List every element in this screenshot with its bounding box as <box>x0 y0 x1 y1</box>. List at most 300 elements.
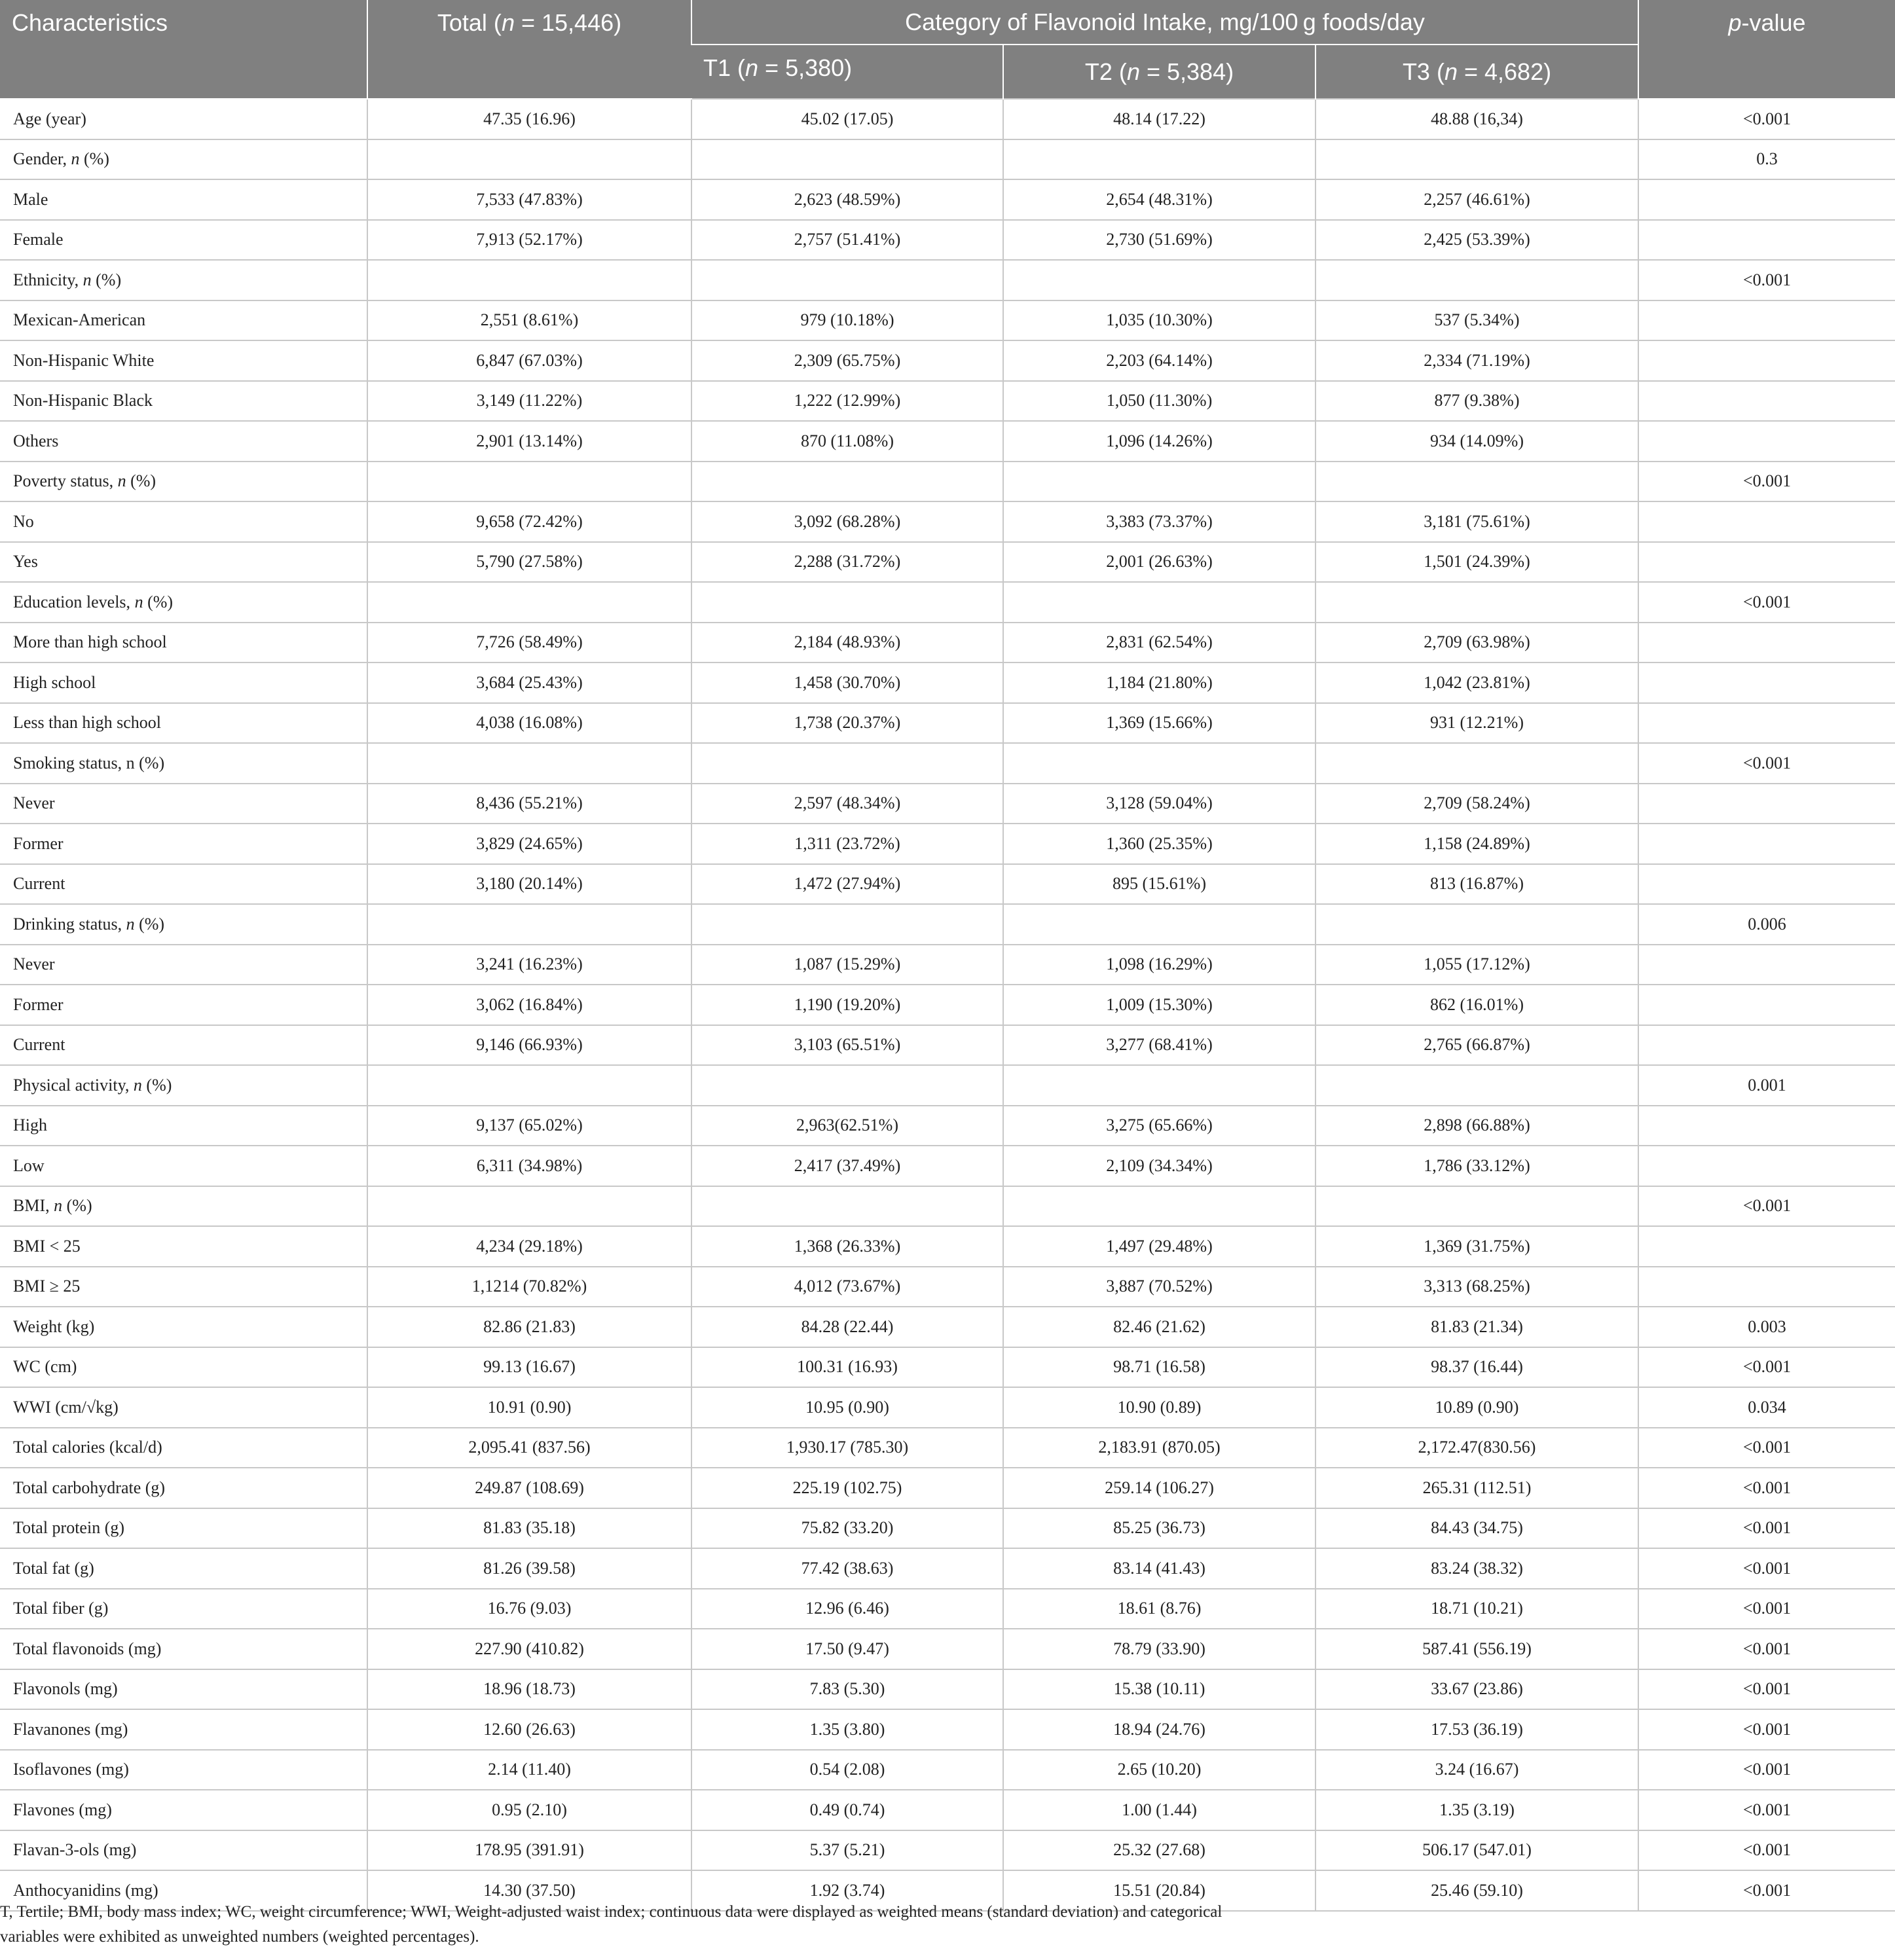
cell-t1: 0.54 (2.08) <box>691 1750 1003 1790</box>
cell-pvalue: <0.001 <box>1638 462 1895 502</box>
cell-t1: 7.83 (5.30) <box>691 1669 1003 1710</box>
cell-t2 <box>1003 1065 1315 1106</box>
row-label: Female <box>0 220 367 261</box>
cell-t2 <box>1003 582 1315 623</box>
row-label: Drinking status, n (%) <box>0 904 367 945</box>
cell-pvalue: <0.001 <box>1638 1790 1895 1830</box>
row-label: Yes <box>0 542 367 583</box>
row-label: Former <box>0 985 367 1025</box>
cell-pvalue <box>1638 662 1895 703</box>
table-row <box>0 1267 1895 1307</box>
cell-total: 18.96 (18.73) <box>367 1669 691 1710</box>
table-header <box>0 0 1895 99</box>
cell-t1 <box>691 904 1003 945</box>
cell-total: 9,146 (66.93%) <box>367 1025 691 1066</box>
cell-t2: 1,050 (11.30%) <box>1003 381 1315 422</box>
row-label: Total fat (g) <box>0 1548 367 1589</box>
table-row <box>0 1347 1895 1388</box>
cell-t1 <box>691 462 1003 502</box>
cell-t1: 1,087 (15.29%) <box>691 945 1003 985</box>
table-row <box>0 260 1895 300</box>
cell-t2: 2.65 (10.20) <box>1003 1750 1315 1790</box>
cell-total: 47.35 (16.96) <box>367 99 691 139</box>
cell-pvalue: <0.001 <box>1638 1347 1895 1388</box>
cell-total: 16.76 (9.03) <box>367 1589 691 1629</box>
table-row <box>0 904 1895 945</box>
cell-pvalue: <0.001 <box>1638 1669 1895 1710</box>
cell-pvalue: 0.034 <box>1638 1387 1895 1428</box>
cell-pvalue <box>1638 703 1895 744</box>
cell-pvalue <box>1638 179 1895 220</box>
cell-pvalue <box>1638 300 1895 341</box>
cell-t3: 2,334 (71.19%) <box>1315 340 1638 381</box>
cell-t2: 1,497 (29.48%) <box>1003 1226 1315 1267</box>
table-row <box>0 1508 1895 1549</box>
cell-pvalue <box>1638 1025 1895 1066</box>
table-row <box>0 582 1895 623</box>
row-label: BMI ≥ 25 <box>0 1267 367 1307</box>
row-label: High <box>0 1106 367 1146</box>
cell-t1 <box>691 139 1003 180</box>
cell-total: 6,847 (67.03%) <box>367 340 691 381</box>
cell-t2 <box>1003 139 1315 180</box>
row-label: BMI < 25 <box>0 1226 367 1267</box>
header-characteristics: Characteristics <box>0 0 367 99</box>
table-row <box>0 300 1895 341</box>
cell-t3 <box>1315 1186 1638 1227</box>
table-row <box>0 1146 1895 1186</box>
cell-t3 <box>1315 1065 1638 1106</box>
cell-t3: 862 (16.01%) <box>1315 985 1638 1025</box>
row-label: Physical activity, n (%) <box>0 1065 367 1106</box>
cell-t2: 1,098 (16.29%) <box>1003 945 1315 985</box>
cell-total: 0.95 (2.10) <box>367 1790 691 1830</box>
cell-total <box>367 582 691 623</box>
cell-pvalue <box>1638 784 1895 824</box>
table-row <box>0 1065 1895 1106</box>
cell-t2: 1,096 (14.26%) <box>1003 421 1315 462</box>
cell-t2: 18.94 (24.76) <box>1003 1709 1315 1750</box>
table-row <box>0 381 1895 422</box>
cell-pvalue: 0.3 <box>1638 139 1895 180</box>
cell-total: 2.14 (11.40) <box>367 1750 691 1790</box>
cell-t3 <box>1315 904 1638 945</box>
cell-total: 10.91 (0.90) <box>367 1387 691 1428</box>
cell-t3: 2,709 (58.24%) <box>1315 784 1638 824</box>
cell-pvalue <box>1638 945 1895 985</box>
cell-t3: 48.88 (16,34) <box>1315 99 1638 139</box>
cell-t2: 82.46 (21.62) <box>1003 1307 1315 1347</box>
cell-t3 <box>1315 743 1638 784</box>
header-t3: T3 (n = 4,682) <box>1315 45 1638 99</box>
cell-total <box>367 743 691 784</box>
cell-pvalue: <0.001 <box>1638 1830 1895 1871</box>
row-label: High school <box>0 662 367 703</box>
header-row-1 <box>0 0 1895 45</box>
row-label: Weight (kg) <box>0 1307 367 1347</box>
row-label: Others <box>0 421 367 462</box>
cell-t1 <box>691 1065 1003 1106</box>
cell-pvalue: <0.001 <box>1638 1428 1895 1468</box>
cell-total: 14.30 (37.50) <box>367 1870 691 1911</box>
cell-t2: 1,184 (21.80%) <box>1003 662 1315 703</box>
cell-t3: 1,042 (23.81%) <box>1315 662 1638 703</box>
table-row <box>0 1669 1895 1710</box>
row-label: Anthocyanidins (mg) <box>0 1870 367 1911</box>
cell-t2: 2,203 (64.14%) <box>1003 340 1315 381</box>
row-label: Never <box>0 784 367 824</box>
cell-t3: 931 (12.21%) <box>1315 703 1638 744</box>
cell-t3: 81.83 (21.34) <box>1315 1307 1638 1347</box>
cell-total <box>367 1186 691 1227</box>
cell-t1 <box>691 743 1003 784</box>
cell-t3: 1,158 (24.89%) <box>1315 824 1638 864</box>
cell-t2: 25.32 (27.68) <box>1003 1830 1315 1871</box>
cell-t3: 2,765 (66.87%) <box>1315 1025 1638 1066</box>
cell-t1: 17.50 (9.47) <box>691 1629 1003 1669</box>
row-label: Former <box>0 824 367 864</box>
cell-total: 2,095.41 (837.56) <box>367 1428 691 1468</box>
cell-pvalue <box>1638 864 1895 905</box>
cell-t1: 1.35 (3.80) <box>691 1709 1003 1750</box>
cell-t3: 84.43 (34.75) <box>1315 1508 1638 1549</box>
row-label: Total calories (kcal/d) <box>0 1428 367 1468</box>
cell-total: 3,684 (25.43%) <box>367 662 691 703</box>
cell-t2: 18.61 (8.76) <box>1003 1589 1315 1629</box>
cell-t1: 2,417 (37.49%) <box>691 1146 1003 1186</box>
cell-total: 5,790 (27.58%) <box>367 542 691 583</box>
cell-total <box>367 1065 691 1106</box>
cell-pvalue: 0.003 <box>1638 1307 1895 1347</box>
cell-t3: 1,055 (17.12%) <box>1315 945 1638 985</box>
cell-total: 3,062 (16.84%) <box>367 985 691 1025</box>
row-label: Mexican-American <box>0 300 367 341</box>
row-label: Male <box>0 179 367 220</box>
cell-t3: 2,709 (63.98%) <box>1315 623 1638 663</box>
cell-t2: 2,654 (48.31%) <box>1003 179 1315 220</box>
row-label: WC (cm) <box>0 1347 367 1388</box>
cell-t1: 870 (11.08%) <box>691 421 1003 462</box>
cell-t3: 1.35 (3.19) <box>1315 1790 1638 1830</box>
row-label: More than high school <box>0 623 367 663</box>
row-label: WWI (cm/√kg) <box>0 1387 367 1428</box>
cell-t3: 83.24 (38.32) <box>1315 1548 1638 1589</box>
cell-t2: 15.38 (10.11) <box>1003 1669 1315 1710</box>
cell-pvalue: <0.001 <box>1638 1186 1895 1227</box>
cell-t3: 877 (9.38%) <box>1315 381 1638 422</box>
row-label: BMI, n (%) <box>0 1186 367 1227</box>
cell-t1: 100.31 (16.93) <box>691 1347 1003 1388</box>
table-row <box>0 662 1895 703</box>
row-label: Education levels, n (%) <box>0 582 367 623</box>
row-label: Current <box>0 864 367 905</box>
cell-pvalue: <0.001 <box>1638 582 1895 623</box>
row-label: Never <box>0 945 367 985</box>
cell-t3 <box>1315 582 1638 623</box>
table-row <box>0 1709 1895 1750</box>
cell-t3: 813 (16.87%) <box>1315 864 1638 905</box>
cell-t2 <box>1003 1186 1315 1227</box>
row-label: Less than high school <box>0 703 367 744</box>
table-row <box>0 421 1895 462</box>
cell-t1: 4,012 (73.67%) <box>691 1267 1003 1307</box>
cell-t2: 15.51 (20.84) <box>1003 1870 1315 1911</box>
row-label: Flavones (mg) <box>0 1790 367 1830</box>
cell-total: 12.60 (26.63) <box>367 1709 691 1750</box>
cell-total: 82.86 (21.83) <box>367 1307 691 1347</box>
table-row <box>0 1548 1895 1589</box>
cell-t2 <box>1003 462 1315 502</box>
cell-total: 178.95 (391.91) <box>367 1830 691 1871</box>
cell-t1 <box>691 1186 1003 1227</box>
table-row <box>0 1226 1895 1267</box>
table-row <box>0 1750 1895 1790</box>
table-row <box>0 501 1895 542</box>
table-row <box>0 99 1895 139</box>
cell-t1: 10.95 (0.90) <box>691 1387 1003 1428</box>
cell-t1: 3,092 (68.28%) <box>691 501 1003 542</box>
cell-total <box>367 462 691 502</box>
row-label: Smoking status, n (%) <box>0 743 367 784</box>
cell-pvalue <box>1638 824 1895 864</box>
cell-t2: 2,730 (51.69%) <box>1003 220 1315 261</box>
cell-t1: 1,738 (20.37%) <box>691 703 1003 744</box>
cell-t2: 85.25 (36.73) <box>1003 1508 1315 1549</box>
row-label: Flavan-3-ols (mg) <box>0 1830 367 1871</box>
cell-t2: 10.90 (0.89) <box>1003 1387 1315 1428</box>
cell-t2: 1,009 (15.30%) <box>1003 985 1315 1025</box>
table-row <box>0 784 1895 824</box>
cell-pvalue <box>1638 501 1895 542</box>
cell-t1 <box>691 582 1003 623</box>
cell-t3: 18.71 (10.21) <box>1315 1589 1638 1629</box>
table-row <box>0 1629 1895 1669</box>
cell-pvalue: 0.001 <box>1638 1065 1895 1106</box>
table-row <box>0 743 1895 784</box>
table-row <box>0 985 1895 1025</box>
cell-t3: 2,425 (53.39%) <box>1315 220 1638 261</box>
table-row <box>0 1307 1895 1347</box>
cell-t1: 1.92 (3.74) <box>691 1870 1003 1911</box>
table-row <box>0 462 1895 502</box>
table-row <box>0 1468 1895 1508</box>
row-label: Total flavonoids (mg) <box>0 1629 367 1669</box>
cell-pvalue: <0.001 <box>1638 1709 1895 1750</box>
cell-total <box>367 260 691 300</box>
cell-t3: 3.24 (16.67) <box>1315 1750 1638 1790</box>
cell-t2: 3,275 (65.66%) <box>1003 1106 1315 1146</box>
cell-t1: 1,190 (19.20%) <box>691 985 1003 1025</box>
cell-total: 3,149 (11.22%) <box>367 381 691 422</box>
table-row <box>0 1025 1895 1066</box>
cell-t2: 1.00 (1.44) <box>1003 1790 1315 1830</box>
cell-t3 <box>1315 462 1638 502</box>
cell-t2 <box>1003 904 1315 945</box>
cell-pvalue <box>1638 1146 1895 1186</box>
cell-t1: 0.49 (0.74) <box>691 1790 1003 1830</box>
table-row <box>0 542 1895 583</box>
row-label: Flavanones (mg) <box>0 1709 367 1750</box>
cell-t2: 98.71 (16.58) <box>1003 1347 1315 1388</box>
cell-t1: 1,472 (27.94%) <box>691 864 1003 905</box>
cell-pvalue <box>1638 220 1895 261</box>
table-row <box>0 945 1895 985</box>
cell-t1: 2,184 (48.93%) <box>691 623 1003 663</box>
cell-t2: 83.14 (41.43) <box>1003 1548 1315 1589</box>
cell-t2: 3,887 (70.52%) <box>1003 1267 1315 1307</box>
cell-t1: 77.42 (38.63) <box>691 1548 1003 1589</box>
cell-t1: 2,963(62.51%) <box>691 1106 1003 1146</box>
cell-t3: 17.53 (36.19) <box>1315 1709 1638 1750</box>
cell-pvalue: <0.001 <box>1638 1589 1895 1629</box>
cell-t1 <box>691 260 1003 300</box>
cell-total: 7,913 (52.17%) <box>367 220 691 261</box>
row-label: Non-Hispanic Black <box>0 381 367 422</box>
cell-pvalue: <0.001 <box>1638 1870 1895 1911</box>
header-t2: T2 (n = 5,384) <box>1003 45 1315 99</box>
cell-total <box>367 139 691 180</box>
footnote-line-1: T, Tertile; BMI, body mass index; WC, weight circumference; WWI, Weight-adjusted waist index; continuous data were displayed as weighted means (standard deviation) and categorical <box>0 1903 1223 1921</box>
cell-t2: 1,035 (10.30%) <box>1003 300 1315 341</box>
cell-t2: 2,831 (62.54%) <box>1003 623 1315 663</box>
cell-pvalue: <0.001 <box>1638 260 1895 300</box>
table-row <box>0 1589 1895 1629</box>
cell-t1: 12.96 (6.46) <box>691 1589 1003 1629</box>
row-label: Total carbohydrate (g) <box>0 1468 367 1508</box>
cell-t3 <box>1315 139 1638 180</box>
header-total: Total (n = 15,446) <box>367 0 691 99</box>
cell-t1: 45.02 (17.05) <box>691 99 1003 139</box>
table-row <box>0 1186 1895 1227</box>
cell-pvalue: <0.001 <box>1638 99 1895 139</box>
cell-t1: 225.19 (102.75) <box>691 1468 1003 1508</box>
cell-pvalue <box>1638 340 1895 381</box>
header-pvalue: p-value <box>1638 0 1895 99</box>
table-row <box>0 1428 1895 1468</box>
cell-total: 2,901 (13.14%) <box>367 421 691 462</box>
row-label: Gender, n (%) <box>0 139 367 180</box>
table-row <box>0 623 1895 663</box>
cell-pvalue <box>1638 1267 1895 1307</box>
table-body <box>0 99 1895 1911</box>
cell-t1: 1,930.17 (785.30) <box>691 1428 1003 1468</box>
cell-t3: 3,181 (75.61%) <box>1315 501 1638 542</box>
footnote-line-2: variables were exhibited as unweighted numbers (weighted percentages). <box>0 1928 479 1946</box>
cell-total: 4,038 (16.08%) <box>367 703 691 744</box>
row-label: Low <box>0 1146 367 1186</box>
table-row <box>0 1387 1895 1428</box>
cell-t2 <box>1003 743 1315 784</box>
cell-t2: 1,369 (15.66%) <box>1003 703 1315 744</box>
table-footnote <box>0 1900 1342 1950</box>
cell-t3: 3,313 (68.25%) <box>1315 1267 1638 1307</box>
cell-total: 4,234 (29.18%) <box>367 1226 691 1267</box>
cell-t3: 1,369 (31.75%) <box>1315 1226 1638 1267</box>
cell-total: 81.26 (39.58) <box>367 1548 691 1589</box>
row-label: Age (year) <box>0 99 367 139</box>
cell-total: 1,1214 (70.82%) <box>367 1267 691 1307</box>
cell-t1: 1,458 (30.70%) <box>691 662 1003 703</box>
cell-t3: 934 (14.09%) <box>1315 421 1638 462</box>
cell-total: 7,726 (58.49%) <box>367 623 691 663</box>
cell-t1: 84.28 (22.44) <box>691 1307 1003 1347</box>
cell-total: 3,180 (20.14%) <box>367 864 691 905</box>
cell-t2: 2,001 (26.63%) <box>1003 542 1315 583</box>
cell-t3: 1,501 (24.39%) <box>1315 542 1638 583</box>
cell-t3: 506.17 (547.01) <box>1315 1830 1638 1871</box>
cell-t3: 587.41 (556.19) <box>1315 1629 1638 1669</box>
cell-pvalue <box>1638 985 1895 1025</box>
cell-t3 <box>1315 260 1638 300</box>
cell-pvalue: <0.001 <box>1638 743 1895 784</box>
cell-t2: 3,383 (73.37%) <box>1003 501 1315 542</box>
cell-t3: 98.37 (16.44) <box>1315 1347 1638 1388</box>
cell-t2: 78.79 (33.90) <box>1003 1629 1315 1669</box>
cell-total: 81.83 (35.18) <box>367 1508 691 1549</box>
cell-t1: 979 (10.18%) <box>691 300 1003 341</box>
cell-t2: 895 (15.61%) <box>1003 864 1315 905</box>
row-label: Ethnicity, n (%) <box>0 260 367 300</box>
cell-t3: 2,257 (46.61%) <box>1315 179 1638 220</box>
cell-t2 <box>1003 260 1315 300</box>
row-label: Total fiber (g) <box>0 1589 367 1629</box>
table-row <box>0 1830 1895 1871</box>
cell-total: 3,829 (24.65%) <box>367 824 691 864</box>
cell-pvalue: <0.001 <box>1638 1508 1895 1549</box>
cell-pvalue <box>1638 1106 1895 1146</box>
cell-pvalue: <0.001 <box>1638 1548 1895 1589</box>
cell-t2: 2,183.91 (870.05) <box>1003 1428 1315 1468</box>
cell-t1: 2,309 (65.75%) <box>691 340 1003 381</box>
table-row <box>0 703 1895 744</box>
cell-t3: 10.89 (0.90) <box>1315 1387 1638 1428</box>
cell-pvalue: <0.001 <box>1638 1750 1895 1790</box>
row-label: Non-Hispanic White <box>0 340 367 381</box>
cell-t2: 259.14 (106.27) <box>1003 1468 1315 1508</box>
cell-t2: 1,360 (25.35%) <box>1003 824 1315 864</box>
cell-t1: 3,103 (65.51%) <box>691 1025 1003 1066</box>
cell-total: 6,311 (34.98%) <box>367 1146 691 1186</box>
table-row <box>0 179 1895 220</box>
cell-total <box>367 904 691 945</box>
cell-t3: 2,172.47(830.56) <box>1315 1428 1638 1468</box>
cell-t1: 2,288 (31.72%) <box>691 542 1003 583</box>
cell-t2: 48.14 (17.22) <box>1003 99 1315 139</box>
cell-pvalue <box>1638 542 1895 583</box>
cell-total: 227.90 (410.82) <box>367 1629 691 1669</box>
cell-t1: 1,311 (23.72%) <box>691 824 1003 864</box>
cell-total: 3,241 (16.23%) <box>367 945 691 985</box>
cell-t1: 2,757 (51.41%) <box>691 220 1003 261</box>
cell-pvalue: <0.001 <box>1638 1468 1895 1508</box>
row-label: No <box>0 501 367 542</box>
cell-t3: 2,898 (66.88%) <box>1315 1106 1638 1146</box>
cell-total: 7,533 (47.83%) <box>367 179 691 220</box>
cell-t3: 1,786 (33.12%) <box>1315 1146 1638 1186</box>
cell-t2: 2,109 (34.34%) <box>1003 1146 1315 1186</box>
cell-pvalue <box>1638 623 1895 663</box>
cell-pvalue <box>1638 381 1895 422</box>
cell-t1: 75.82 (33.20) <box>691 1508 1003 1549</box>
cell-t3: 33.67 (23.86) <box>1315 1669 1638 1710</box>
cell-t1: 2,623 (48.59%) <box>691 179 1003 220</box>
cell-total: 2,551 (8.61%) <box>367 300 691 341</box>
cell-total: 249.87 (108.69) <box>367 1468 691 1508</box>
cell-pvalue: 0.006 <box>1638 904 1895 945</box>
table-row <box>0 864 1895 905</box>
cell-pvalue <box>1638 421 1895 462</box>
cell-pvalue: <0.001 <box>1638 1629 1895 1669</box>
